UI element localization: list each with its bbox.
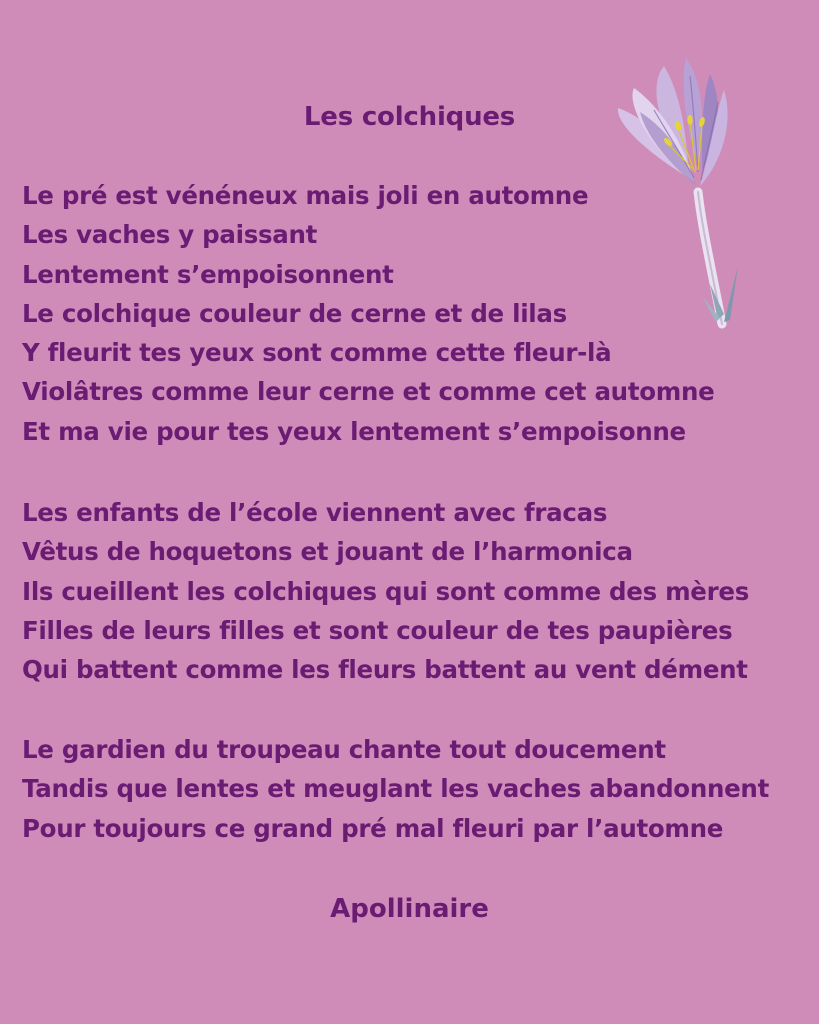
poem-line: Qui battent comme les fleurs battent au vent dément	[22, 655, 748, 685]
poem-line: Lentement s’empoisonnent	[22, 259, 394, 289]
stanza-2	[22, 493, 812, 689]
stanza-3	[22, 730, 812, 848]
poem-line: Violâtres comme leur cerne et comme cet automne	[22, 377, 715, 407]
poem-line: Et ma vie pour tes yeux lentement s’empoisonne	[22, 416, 686, 446]
poem-line: Les enfants de l’école viennent avec fracas	[22, 498, 608, 527]
poem-author: Apollinaire	[330, 894, 489, 924]
stanza-1	[22, 176, 812, 451]
poem-line: Tandis que lentes et meuglant les vaches abandonnent	[22, 774, 769, 804]
poem-line: Filles de leurs filles et sont couleur de tes paupières	[22, 615, 733, 645]
poem-line: Vêtus de hoquetons et jouant de l’harmonica	[22, 537, 633, 567]
poem-line: Les vaches y paissant	[22, 220, 318, 250]
poem-line: Le gardien du troupeau chante tout doucement	[22, 735, 666, 764]
poem-line: Pour toujours ce grand pré mal fleuri par l’automne	[22, 813, 724, 843]
poem-line: Y fleurit tes yeux sont comme cette fleur-là	[22, 338, 612, 368]
poem-title: Les colchiques	[303, 102, 516, 132]
poem-line: Le colchique couleur de cerne et de lilas	[22, 298, 567, 328]
poem-line: Le pré est vénéneux mais joli en automne	[22, 181, 589, 210]
poem-line: Ils cueillent les colchiques qui sont comme des mères	[22, 576, 750, 606]
